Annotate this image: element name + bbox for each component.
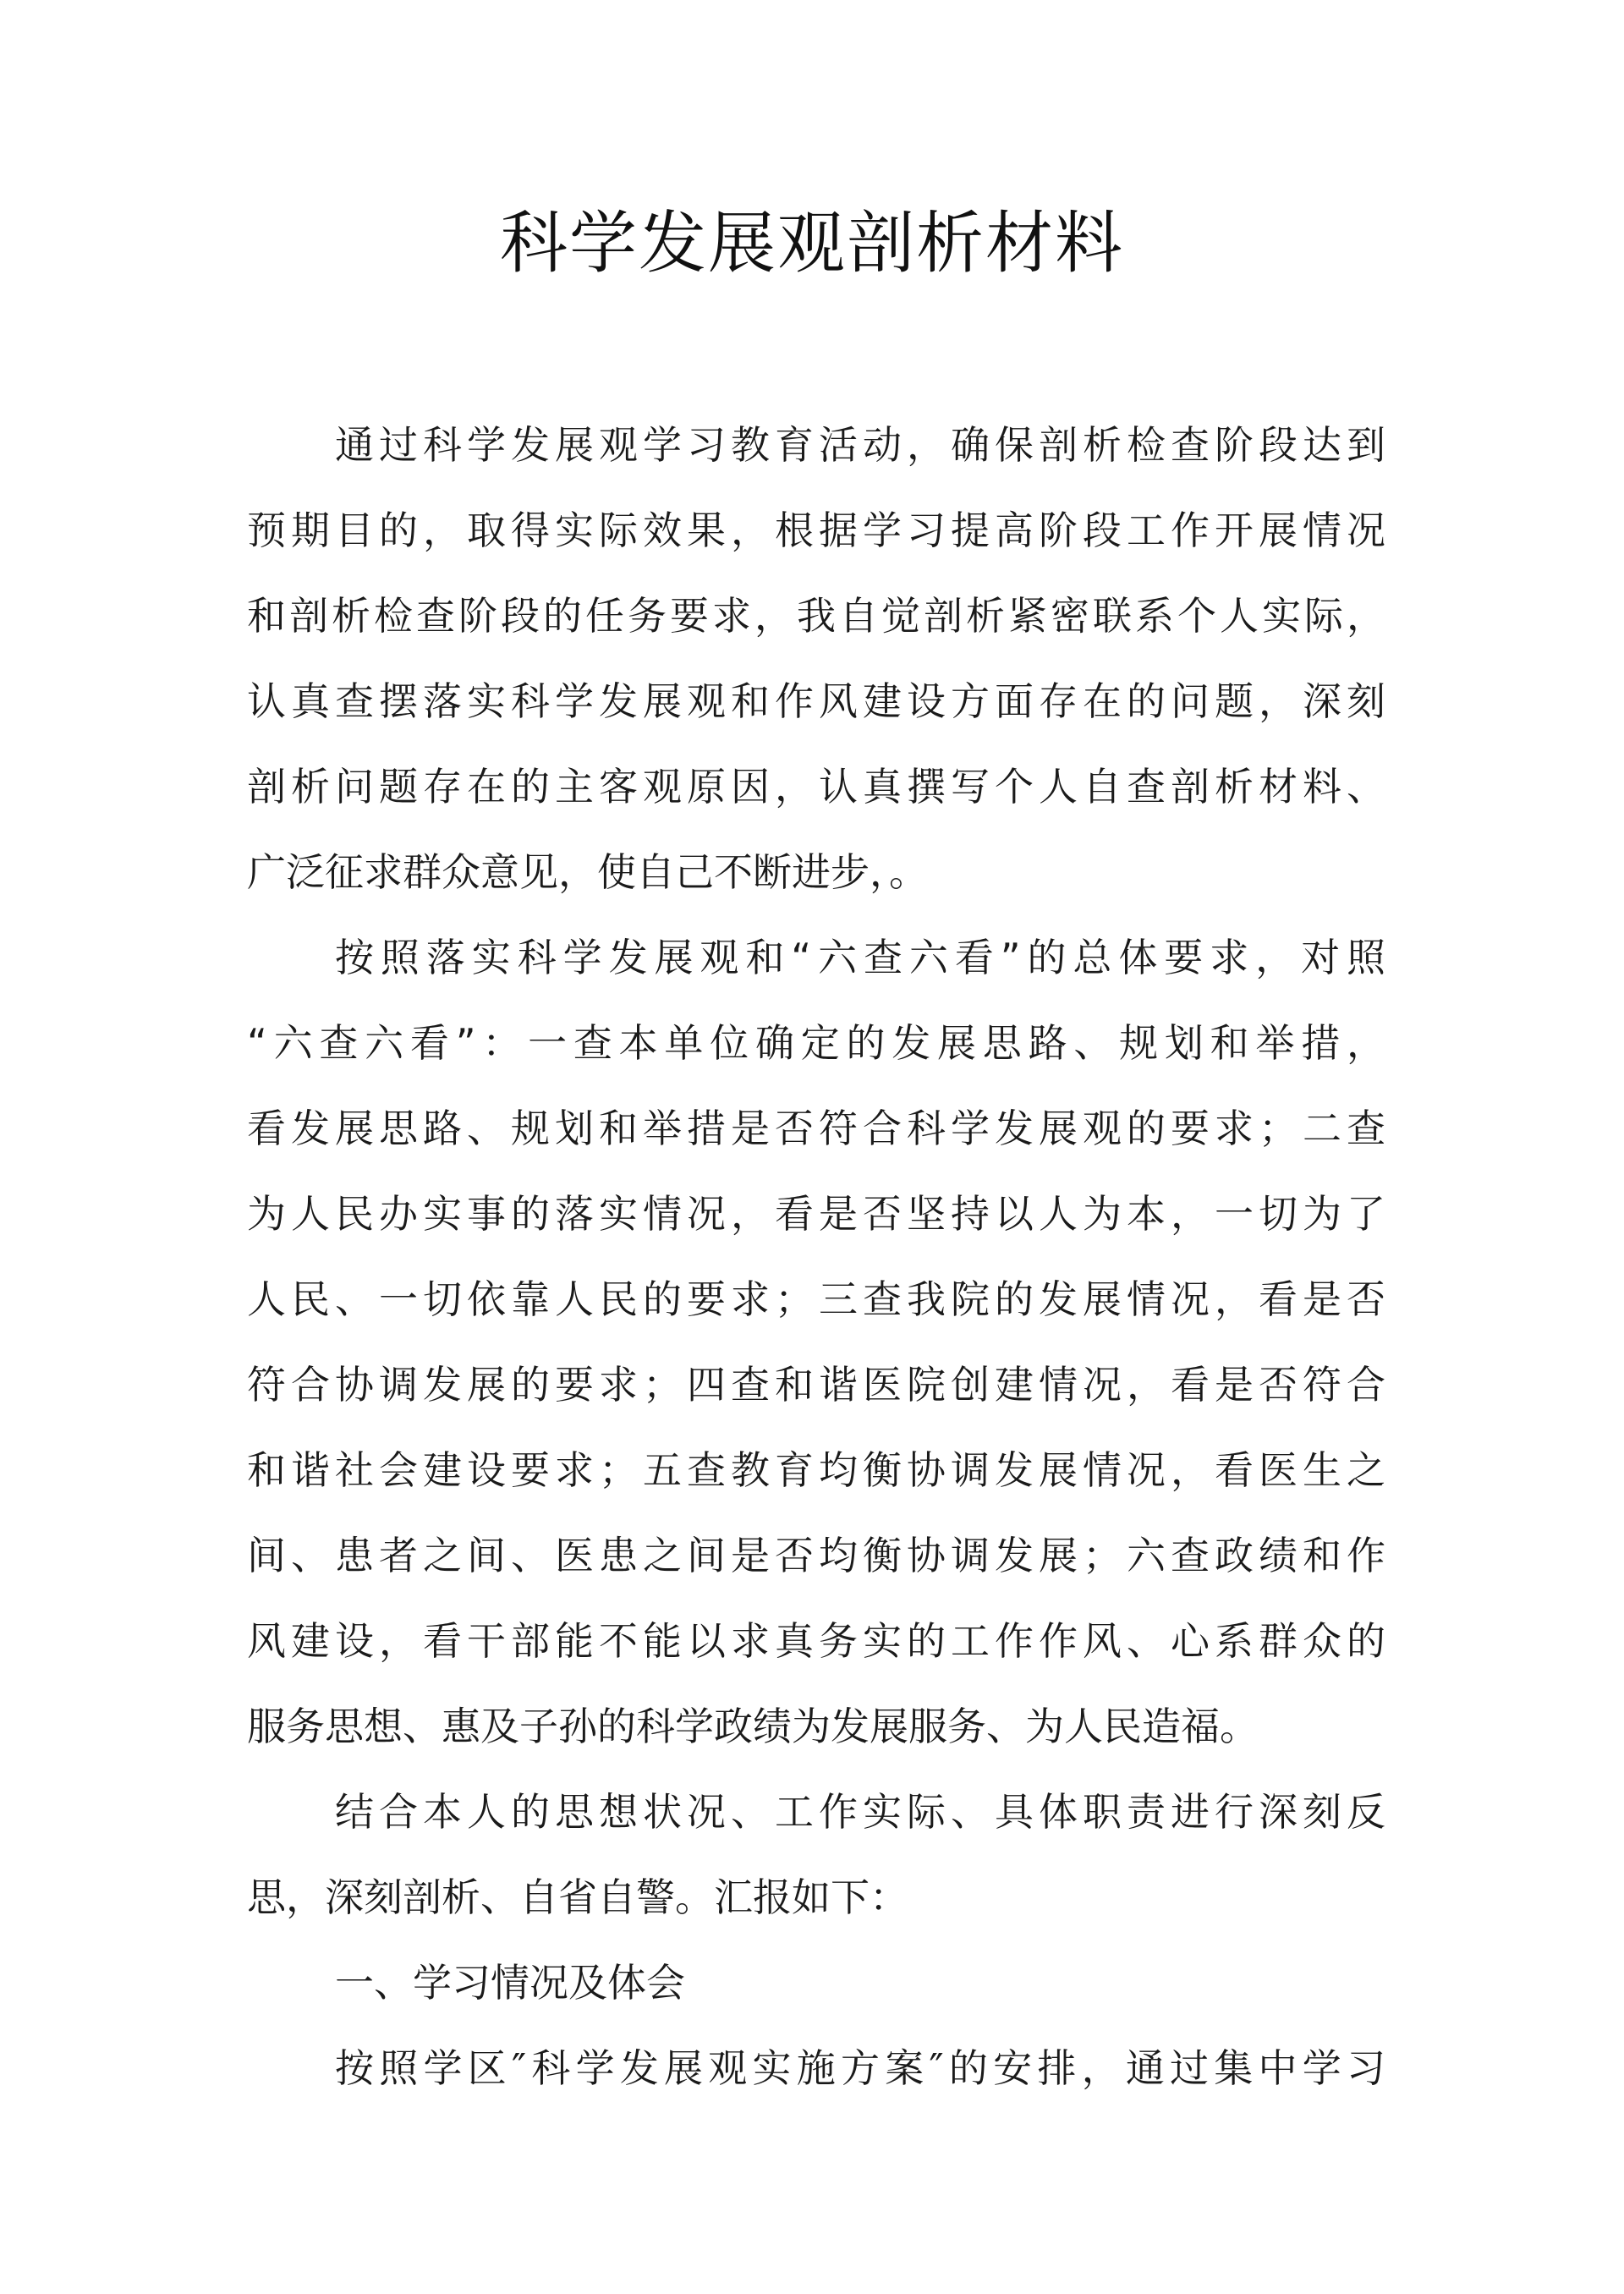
text-line: 通过科学发展观学习教育活动，确保剖析检查阶段达到 — [335, 422, 1385, 468]
section-heading-text: 一、学习情况及体会 — [335, 1960, 685, 2006]
text-line: 认真查摆落实科学发展观和作风建设方面存在的问题，深刻 — [247, 678, 1385, 724]
paragraph-intro — [247, 403, 1385, 915]
text-line: 按照落实科学发展观和“六查六看”的总体要求，对照 — [335, 935, 1385, 980]
text-line: 和剖析检查阶段的任务要求，我自觉剖析紧密联系个人实际， — [247, 593, 1385, 639]
text-line: 符合协调发展的要求；四查和谐医院创建情况，看是否符合 — [247, 1362, 1385, 1408]
text-line: “六查六看”：一查本单位确定的发展思路、规划和举措， — [247, 1020, 1385, 1066]
text-line: 人民、一切依靠人民的要求；三查我院的发展情况，看是否 — [247, 1276, 1385, 1322]
text-line: 间、患者之间、医患之间是否均衡协调发展；六查政绩和作 — [247, 1533, 1385, 1578]
text-line: 思，深刻剖析、自省自警。汇报如下： — [247, 1874, 908, 1920]
text-line: 广泛征求群众意见，使自己不断进步，。 — [247, 849, 928, 895]
document-body — [247, 403, 1385, 2111]
text-line: 按照学区″科学发展观实施方案″的安排，通过集中学习 — [335, 2045, 1385, 2091]
section-heading — [247, 1940, 1385, 2026]
text-line: 为人民办实事的落实情况，看是否坚持以人为本，一切为了 — [247, 1191, 1385, 1237]
text-line: 结合本人的思想状况、工作实际、具体职责进行深刻反 — [335, 1789, 1385, 1835]
text-line: 风建设，看干部能不能以求真务实的工作作风、心系群众的 — [247, 1618, 1385, 1664]
paragraph-reflection — [247, 1770, 1385, 1940]
document-title: 科学发展观剖析材料 — [500, 204, 1124, 283]
text-line: 服务思想、惠及子孙的科学政绩为发展服务、为人民造福。 — [247, 1704, 1259, 1749]
text-line: 看发展思路、规划和举措是否符合科学发展观的要求；二查 — [247, 1106, 1385, 1151]
text-line: 预期目的，取得实际效果，根据学习提高阶段工作开展情况 — [247, 508, 1385, 553]
paragraph-six-checks — [247, 915, 1385, 1770]
text-line: 和谐社会建设要求；五查教育均衡协调发展情况，看医生之 — [247, 1447, 1385, 1493]
text-line: 剖析问题存在的主客观原因，认真撰写个人自查剖析材料、 — [247, 764, 1385, 809]
paragraph-study — [247, 2026, 1385, 2111]
